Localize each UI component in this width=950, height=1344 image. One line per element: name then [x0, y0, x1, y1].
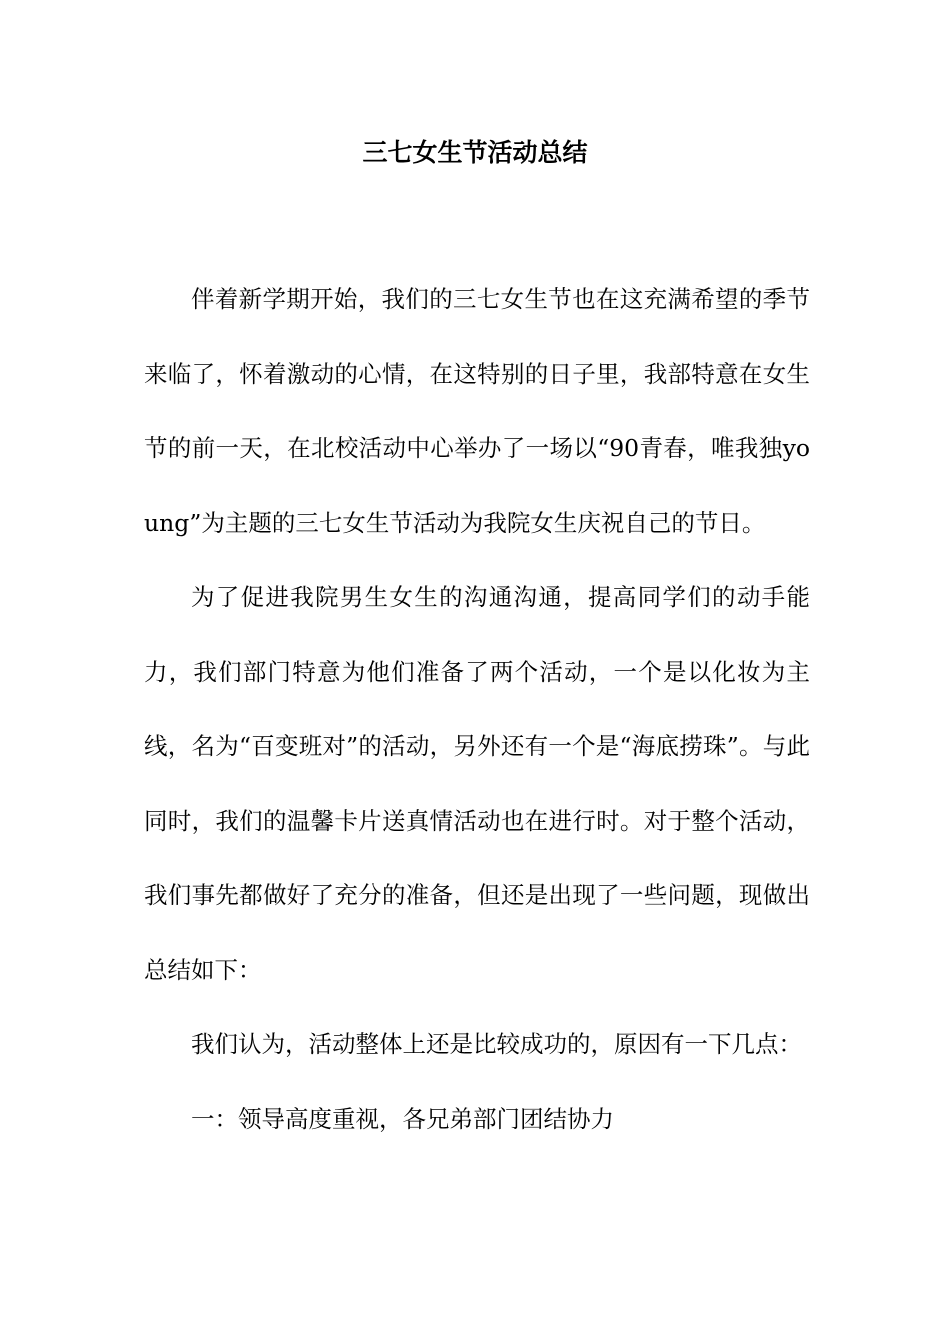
paragraph-activities: 为了促进我院男生女生的沟通沟通，提高同学们的动手能力，我们部门特意为他们准备了两个活动，一个是以化妆为主线，名为“百变班对”的活动，另外还有一个是“海底捞珠”。与此同时，我们的温馨卡片送真情活动也在进行时。对于整个活动，我们事先都做好了充分的准备，但还是出现了一些问题，现做出总结如下：	[144, 583, 810, 984]
paragraph-summary-lead: 我们认为，活动整体上还是比较成功的，原因有一下几点：	[191, 1030, 802, 1058]
document-title: 三七女生节活动总结	[362, 138, 588, 167]
paragraph-intro: 伴着新学期开始，我们的三七女生节也在这充满希望的季节来临了，怀着激动的心情，在这特别的日子里，我部特意在女生节的前一天，在北校活动中心举办了一场以“90青春，唯我独young”为主题的三七女生节活动为我院女生庆祝自己的节日。	[144, 285, 810, 537]
paragraph-point-one: 一：领导高度重视，各兄弟部门团结协力	[191, 1104, 614, 1133]
document-body	[144, 262, 810, 1156]
